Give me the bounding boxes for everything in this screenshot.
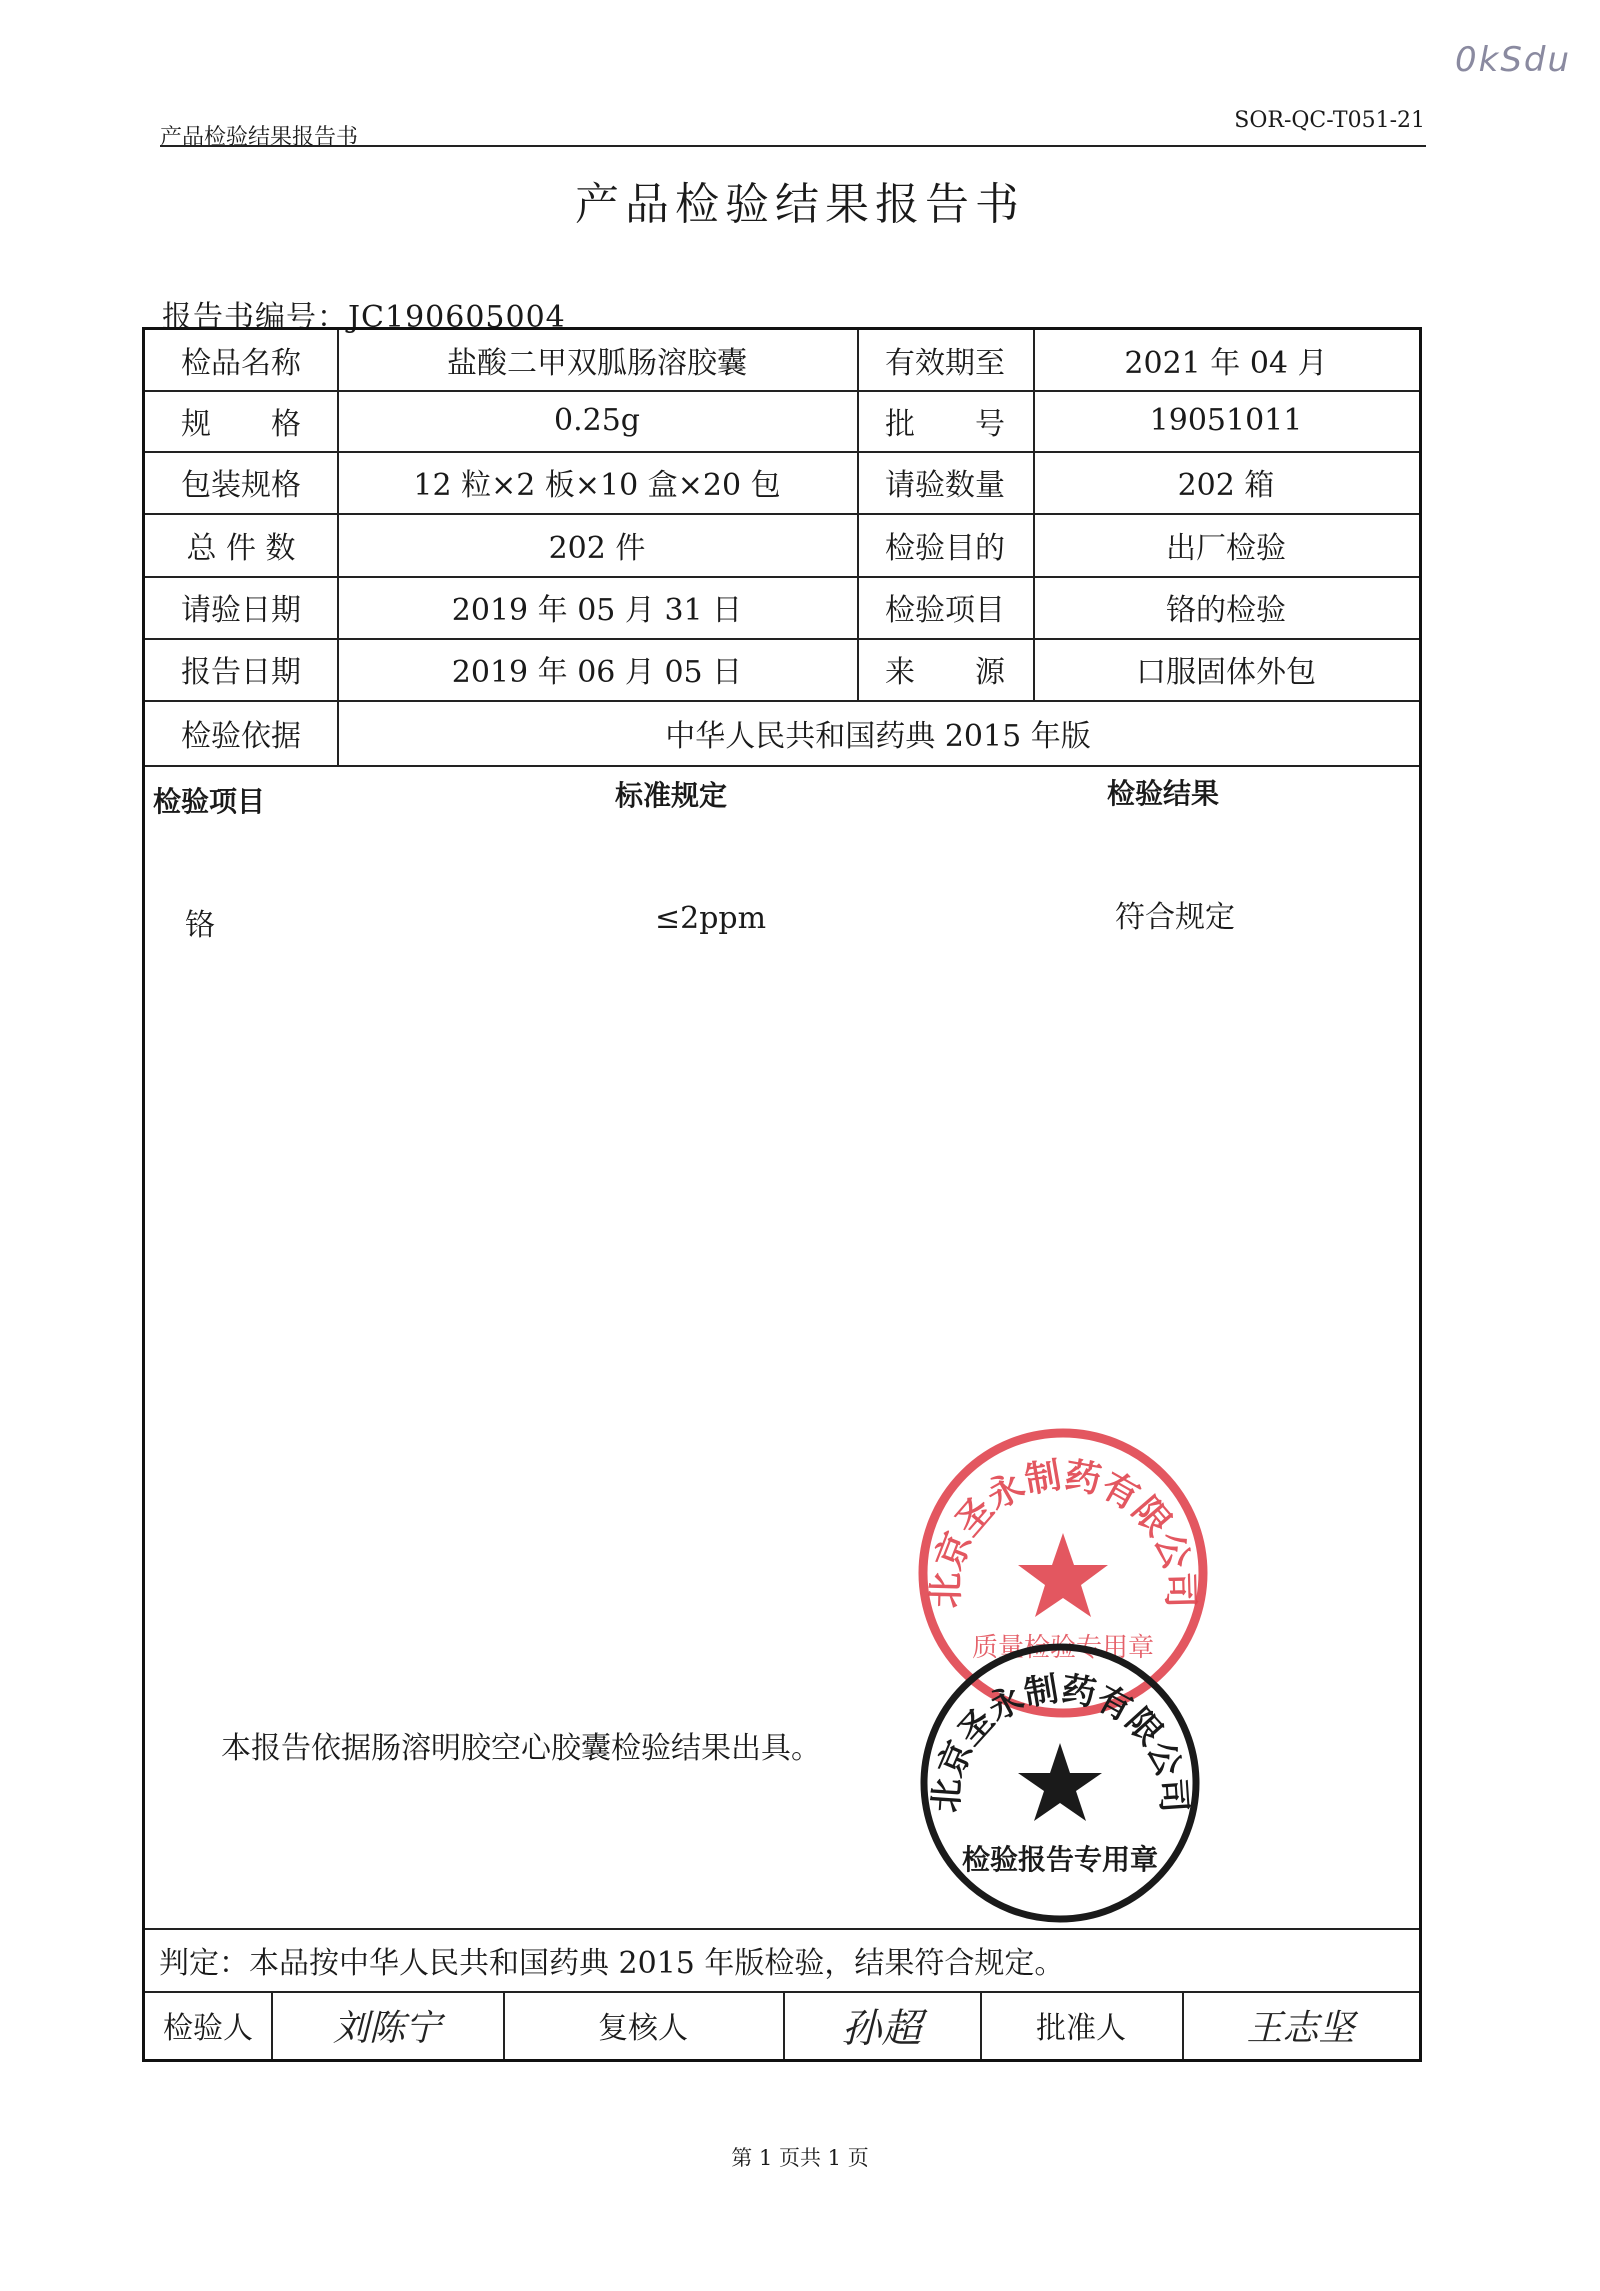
report-note: 本报告依据肠溶明胶空心胶囊检验结果出具。 <box>221 1731 821 1766</box>
label-source: 来 源 <box>885 655 1005 690</box>
value-request-qty: 202 箱 <box>1177 468 1275 503</box>
value-spec: 0.25g <box>553 403 640 438</box>
red-seal-star-icon <box>1018 1533 1108 1617</box>
header-doc-code: SOR-QC-T051-21 <box>1234 108 1425 133</box>
result-row-standard: ≤2ppm <box>655 900 767 936</box>
header-rule <box>160 145 1426 147</box>
value-report-date: 2019 年 06 月 05 日 <box>451 655 743 690</box>
page-footer: 第 1 页共 1 页 <box>731 2146 869 2170</box>
value-test-item: 铬的检验 <box>1166 593 1286 628</box>
results-header-standard: 标准规定 <box>615 779 728 812</box>
value-source: 口服固体外包 <box>1136 655 1316 690</box>
label-reviewer: 复核人 <box>598 2011 688 2046</box>
label-product-name: 检品名称 <box>181 346 301 381</box>
label-report-date: 报告日期 <box>181 655 301 690</box>
label-approver: 批准人 <box>1036 2011 1126 2046</box>
results-header-item: 检验项目 <box>153 785 266 818</box>
label-test-item: 检验项目 <box>885 593 1005 628</box>
value-request-date: 2019 年 05 月 31 日 <box>451 593 743 628</box>
value-batch: 19051011 <box>1149 403 1303 438</box>
label-batch: 批 号 <box>885 406 1005 442</box>
black-seal-text: 北京圣永制药有限公司 <box>926 1669 1194 1814</box>
conclusion: 判定：本品按中华人民共和国药典 2015 年版检验，结果符合规定。 <box>159 1945 1065 1981</box>
value-purpose: 出厂检验 <box>1166 530 1286 566</box>
header-doc-name: 产品检验结果报告书 <box>160 125 359 150</box>
report-table <box>142 327 1422 2062</box>
corner-handwritten-note: 0kSdu <box>1455 40 1572 80</box>
value-product-name: 盐酸二甲双胍肠溶胶囊 <box>447 346 747 381</box>
black-seal-star-icon <box>1018 1743 1102 1821</box>
label-spec: 规 格 <box>181 406 301 442</box>
signature-inspector: 刘陈宁 <box>332 2007 441 2049</box>
result-row-result: 符合规定 <box>1115 900 1235 935</box>
signature-approver: 王志坚 <box>1246 2007 1355 2049</box>
value-expiry: 2021 年 04 月 <box>1124 346 1328 381</box>
label-total-pieces: 总 件 数 <box>186 530 296 566</box>
label-request-qty: 请验数量 <box>885 468 1005 503</box>
result-row-item: 铬 <box>185 908 215 943</box>
label-expiry: 有效期至 <box>885 346 1005 381</box>
page-title: 产品检验结果报告书 <box>575 179 1025 230</box>
value-packaging: 12 粒×2 板×10 盒×20 包 <box>413 468 781 503</box>
label-basis: 检验依据 <box>181 718 301 754</box>
black-seal-subtext: 检验报告专用章 <box>961 1843 1159 1876</box>
red-seal-subtext: 质量检验专用章 <box>971 1633 1155 1663</box>
results-header-result: 检验结果 <box>1107 777 1220 810</box>
signature-reviewer: 孙超 <box>841 2005 922 2052</box>
inspection-seal-black <box>910 1633 1210 1933</box>
label-packaging: 包装规格 <box>181 468 301 503</box>
label-request-date: 请验日期 <box>181 593 301 628</box>
red-seal-text: 北京圣永制药有限公司 <box>925 1454 1201 1609</box>
label-inspector: 检验人 <box>163 2011 253 2046</box>
value-total-pieces: 202 件 <box>548 530 646 566</box>
label-purpose: 检验目的 <box>885 530 1005 566</box>
report-number: 报告书编号：JC190605004 <box>162 300 566 335</box>
value-basis: 中华人民共和国药典 2015 年版 <box>665 718 1091 754</box>
